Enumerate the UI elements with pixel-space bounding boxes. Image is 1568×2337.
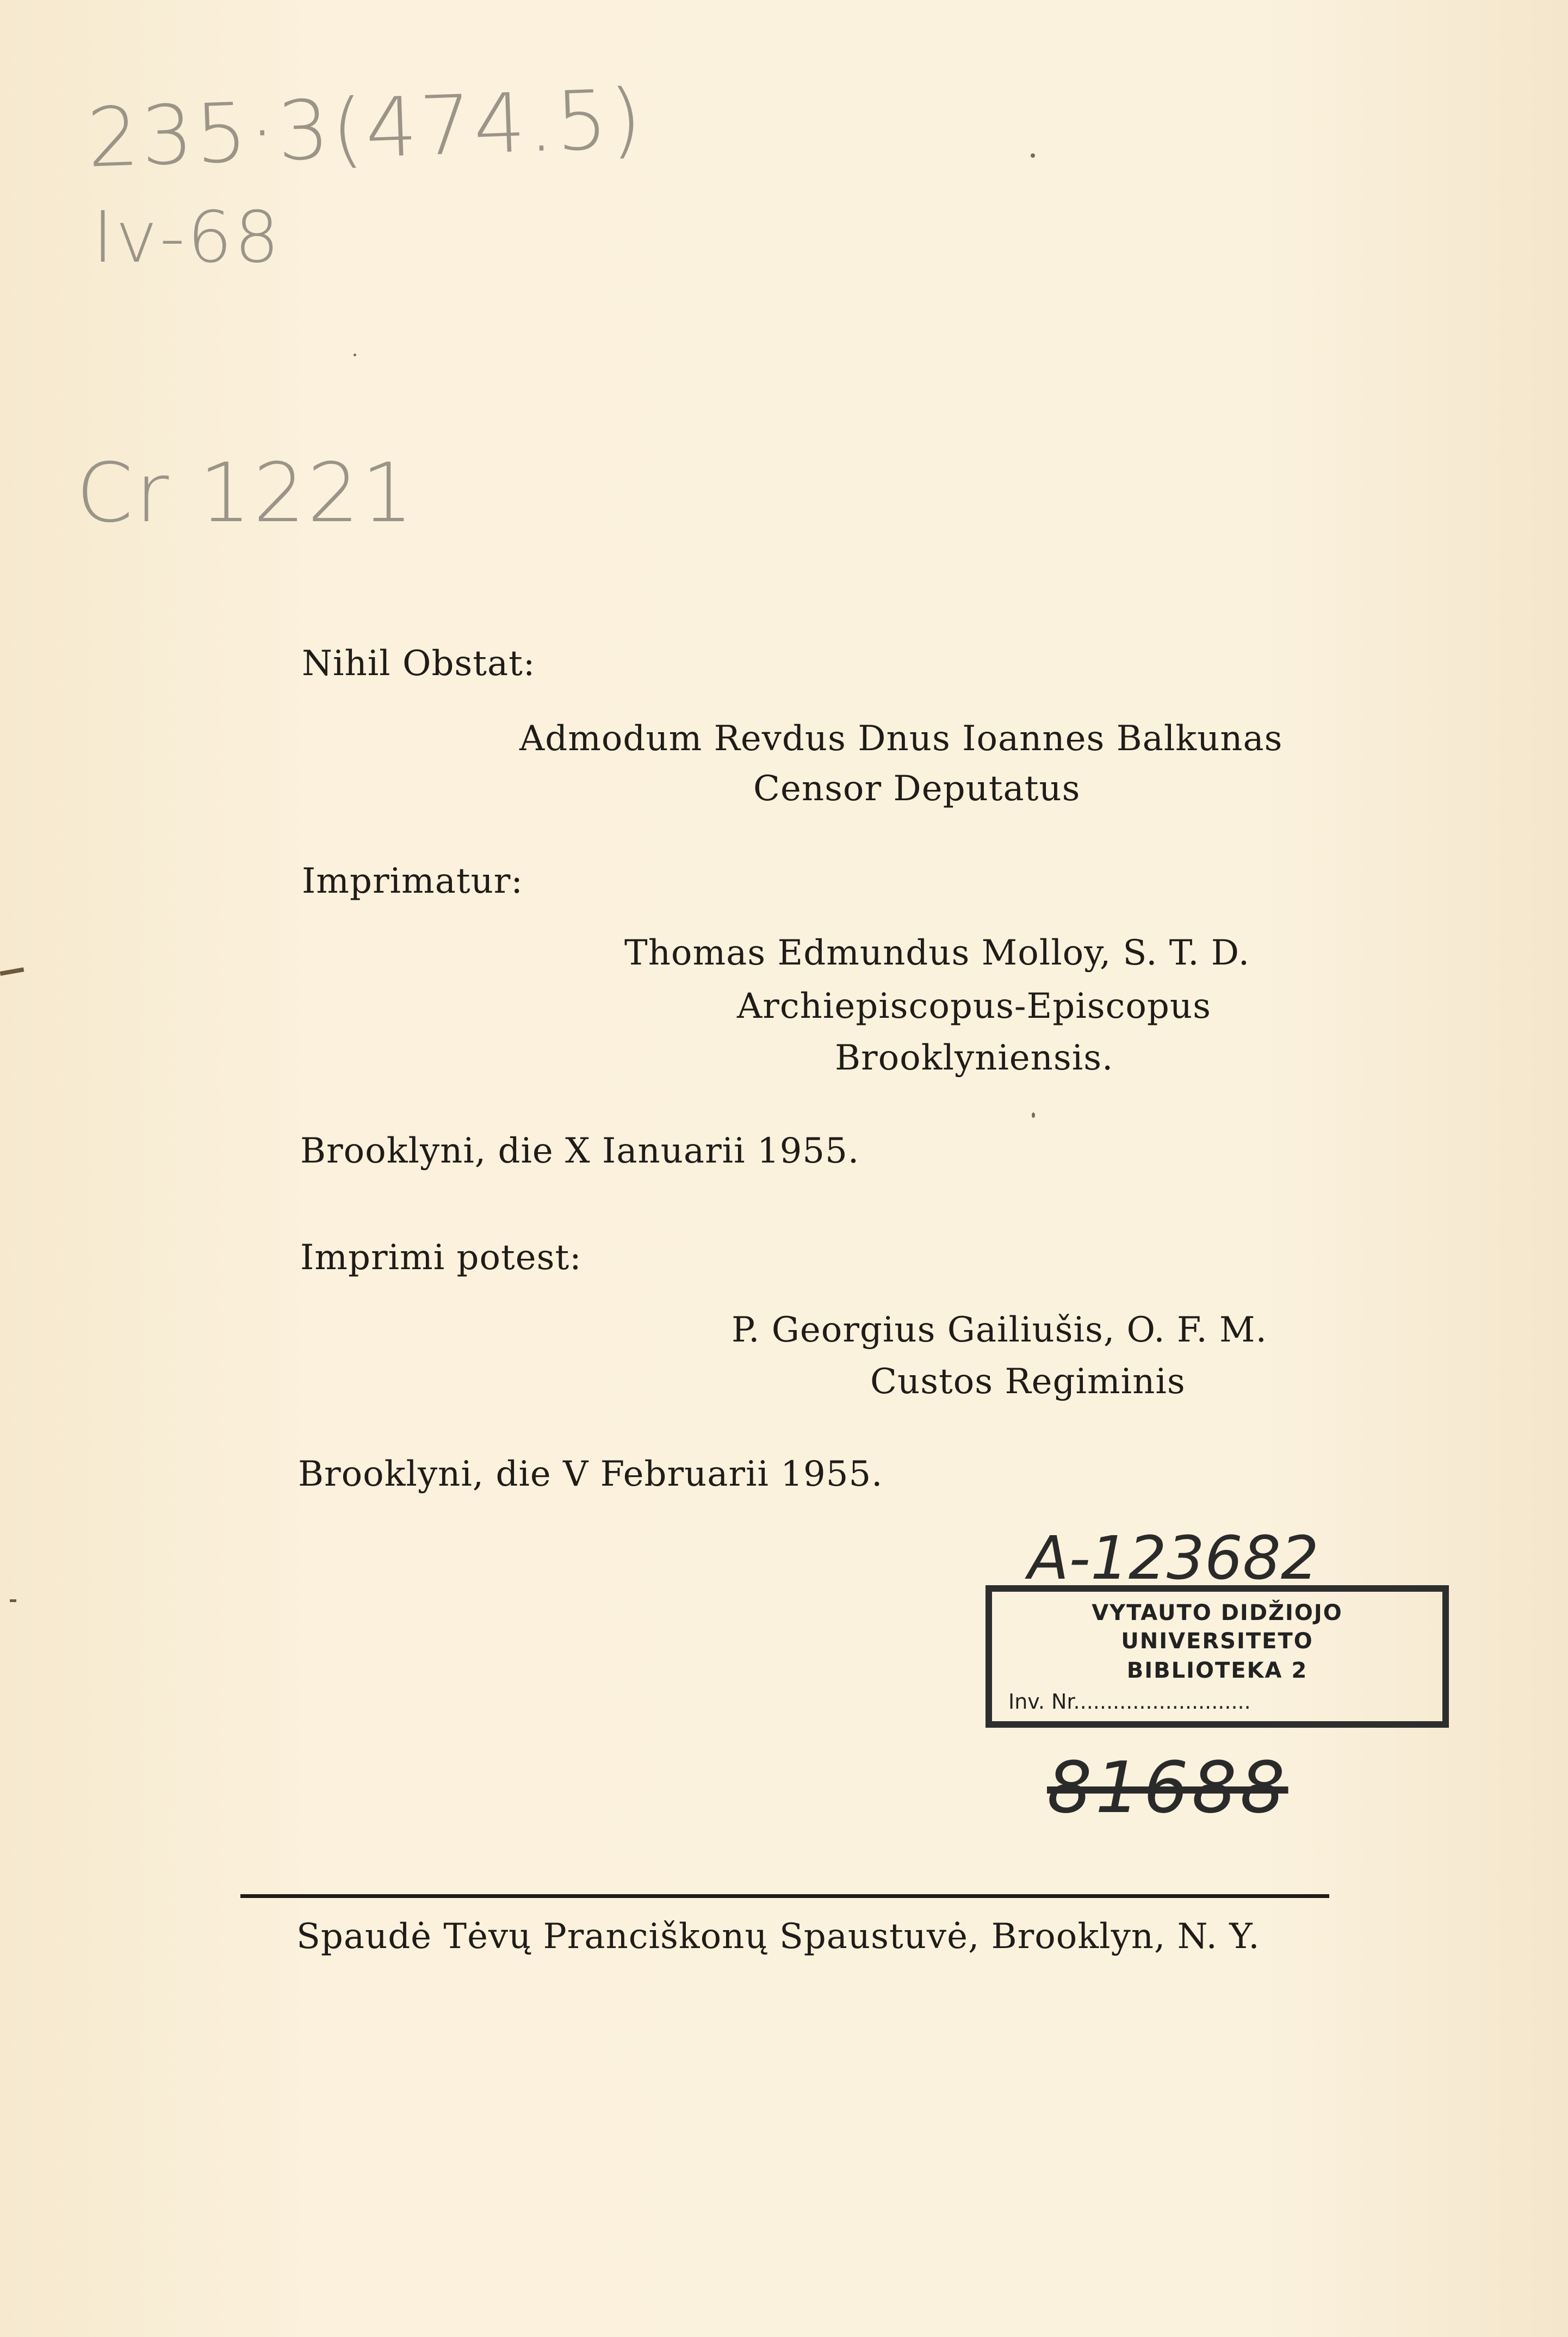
stamp-line-2: UNIVERSITETO (1121, 1629, 1313, 1654)
imprimi-potest-label: Imprimi potest: (300, 1238, 582, 1278)
handwritten-inventory-number: 81688 (1047, 1746, 1288, 1829)
handwritten-code: Iv-68 (92, 196, 282, 279)
censor-title: Censor Deputatus (753, 769, 1081, 809)
page-speck (1031, 153, 1035, 158)
bishop-title: Archiepiscopus-Episcopus (737, 986, 1211, 1027)
bishop-name: Thomas Edmundus Molloy, S. T. D. (624, 933, 1250, 973)
page-edge-mark (10, 1599, 16, 1602)
censor-name: Admodum Revdus Dnus Ioannes Balkunas (519, 719, 1283, 759)
handwritten-accession-number: A-123682 (1028, 1523, 1319, 1593)
custos-name: P. Georgius Gailiušis, O. F. M. (732, 1310, 1267, 1350)
page-speck (1032, 1112, 1035, 1118)
page-speck (354, 354, 356, 356)
page-edge-mark (0, 967, 24, 976)
custos-title: Custos Regiminis (870, 1362, 1186, 1402)
date-first: Brooklyni, die X Ianuarii 1955. (300, 1131, 860, 1171)
imprimatur-label: Imprimatur: (302, 861, 523, 901)
library-stamp (986, 1585, 1449, 1728)
bishop-see: Brooklyniensis. (835, 1038, 1114, 1078)
printer-rule (240, 1894, 1329, 1898)
handwritten-shelf-mark: Cr 1221 (76, 446, 416, 541)
nihil-obstat-label: Nihil Obstat: (302, 644, 536, 684)
stamp-line-3: BIBLIOTEKA 2 (1126, 1658, 1308, 1683)
printer-line: Spaudė Tėvų Pranciškonų Spaustuvė, Brooklyn, N. Y. (296, 1916, 1260, 1957)
stamp-line-1: VYTAUTO DIDŽIOJO (1092, 1600, 1343, 1625)
date-second: Brooklyni, die V Februarii 1955. (298, 1454, 883, 1494)
handwritten-call-number: 235·3(474.5) (85, 72, 646, 186)
stamp-line-4: Inv. Nr........................... (1008, 1690, 1251, 1714)
